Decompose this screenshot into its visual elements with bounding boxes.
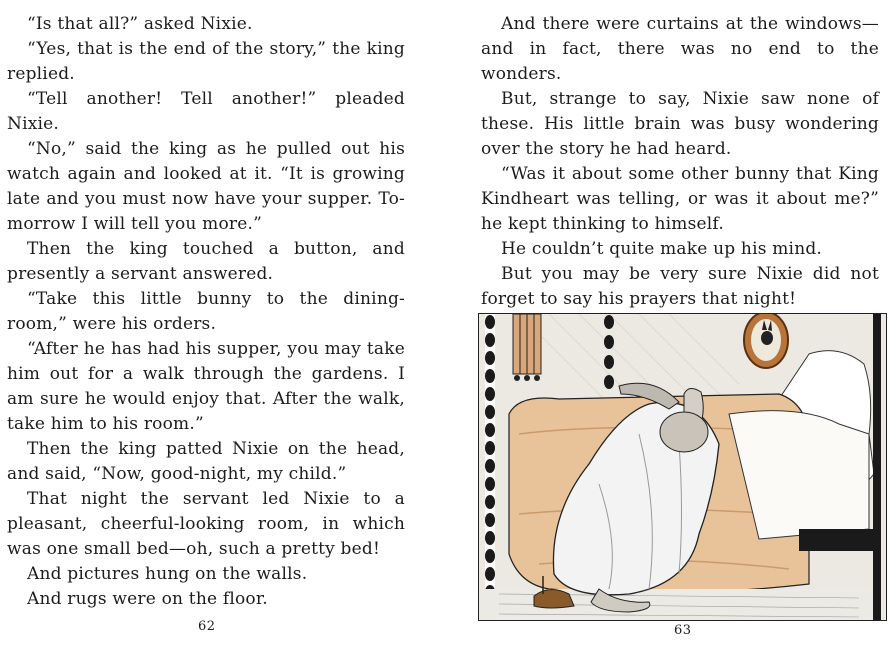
left-page <box>0 0 430 647</box>
page-number: 62 <box>198 619 216 634</box>
bedside-illustration <box>478 313 887 621</box>
paragraph: But, strange to say, Nixie saw none of these. His little brain was busy wondering over the story he had heard. <box>481 89 879 159</box>
paragraph: “Is that all?” asked Nixie. <box>27 14 253 34</box>
left-page-text <box>7 12 405 612</box>
bunny-head <box>660 412 708 452</box>
bed-rail <box>799 529 875 551</box>
paragraph: But you may be very sure Nixie did not forget to say his prayers that night! <box>481 264 879 309</box>
paragraph: And pictures hung on the walls. <box>27 564 308 584</box>
paragraph: That night the servant led Nixie to a pleasant, cheerful-looking room, in which was one small bed—oh, such a pretty bed! <box>7 489 405 559</box>
right-beaded-pole <box>873 314 881 620</box>
paragraph: “Tell another! Tell another!” pleaded Nixie. <box>7 89 405 134</box>
paragraph: “Yes, that is the end of the story,” the king replied. <box>7 39 405 84</box>
page-number: 63 <box>674 623 692 638</box>
right-page-text <box>481 12 879 312</box>
paragraph: And rugs were on the floor. <box>27 589 268 609</box>
paragraph: “Take this little bunny to the dining-room,” were his orders. <box>7 289 405 334</box>
paragraph: He couldn’t quite make up his mind. <box>501 239 823 259</box>
right-page <box>468 0 896 647</box>
paragraph: Then the king patted Nixie on the head, and said, “Now, good-night, my child.” <box>7 439 405 484</box>
wall-tassels <box>513 314 541 381</box>
paragraph: “No,” said the king as he pulled out his watch again and looked at it. “It is growing late and you must now have your supper. To-morrow I will tell you more.” <box>7 139 405 234</box>
paragraph: “After he has had his supper, you may take him out for a walk through the gardens. I am sure he would enjoy that. After the walk, take him to his room.” <box>7 339 405 434</box>
paragraph: “Was it about some other bunny that King Kindheart was telling, or was it about me?” he kept thinking to himself. <box>481 164 879 234</box>
paragraph: And there were curtains at the windows—and in fact, there was no end to the wonders. <box>481 14 879 84</box>
paragraph: Then the king touched a button, and presently a servant answered. <box>7 239 405 284</box>
